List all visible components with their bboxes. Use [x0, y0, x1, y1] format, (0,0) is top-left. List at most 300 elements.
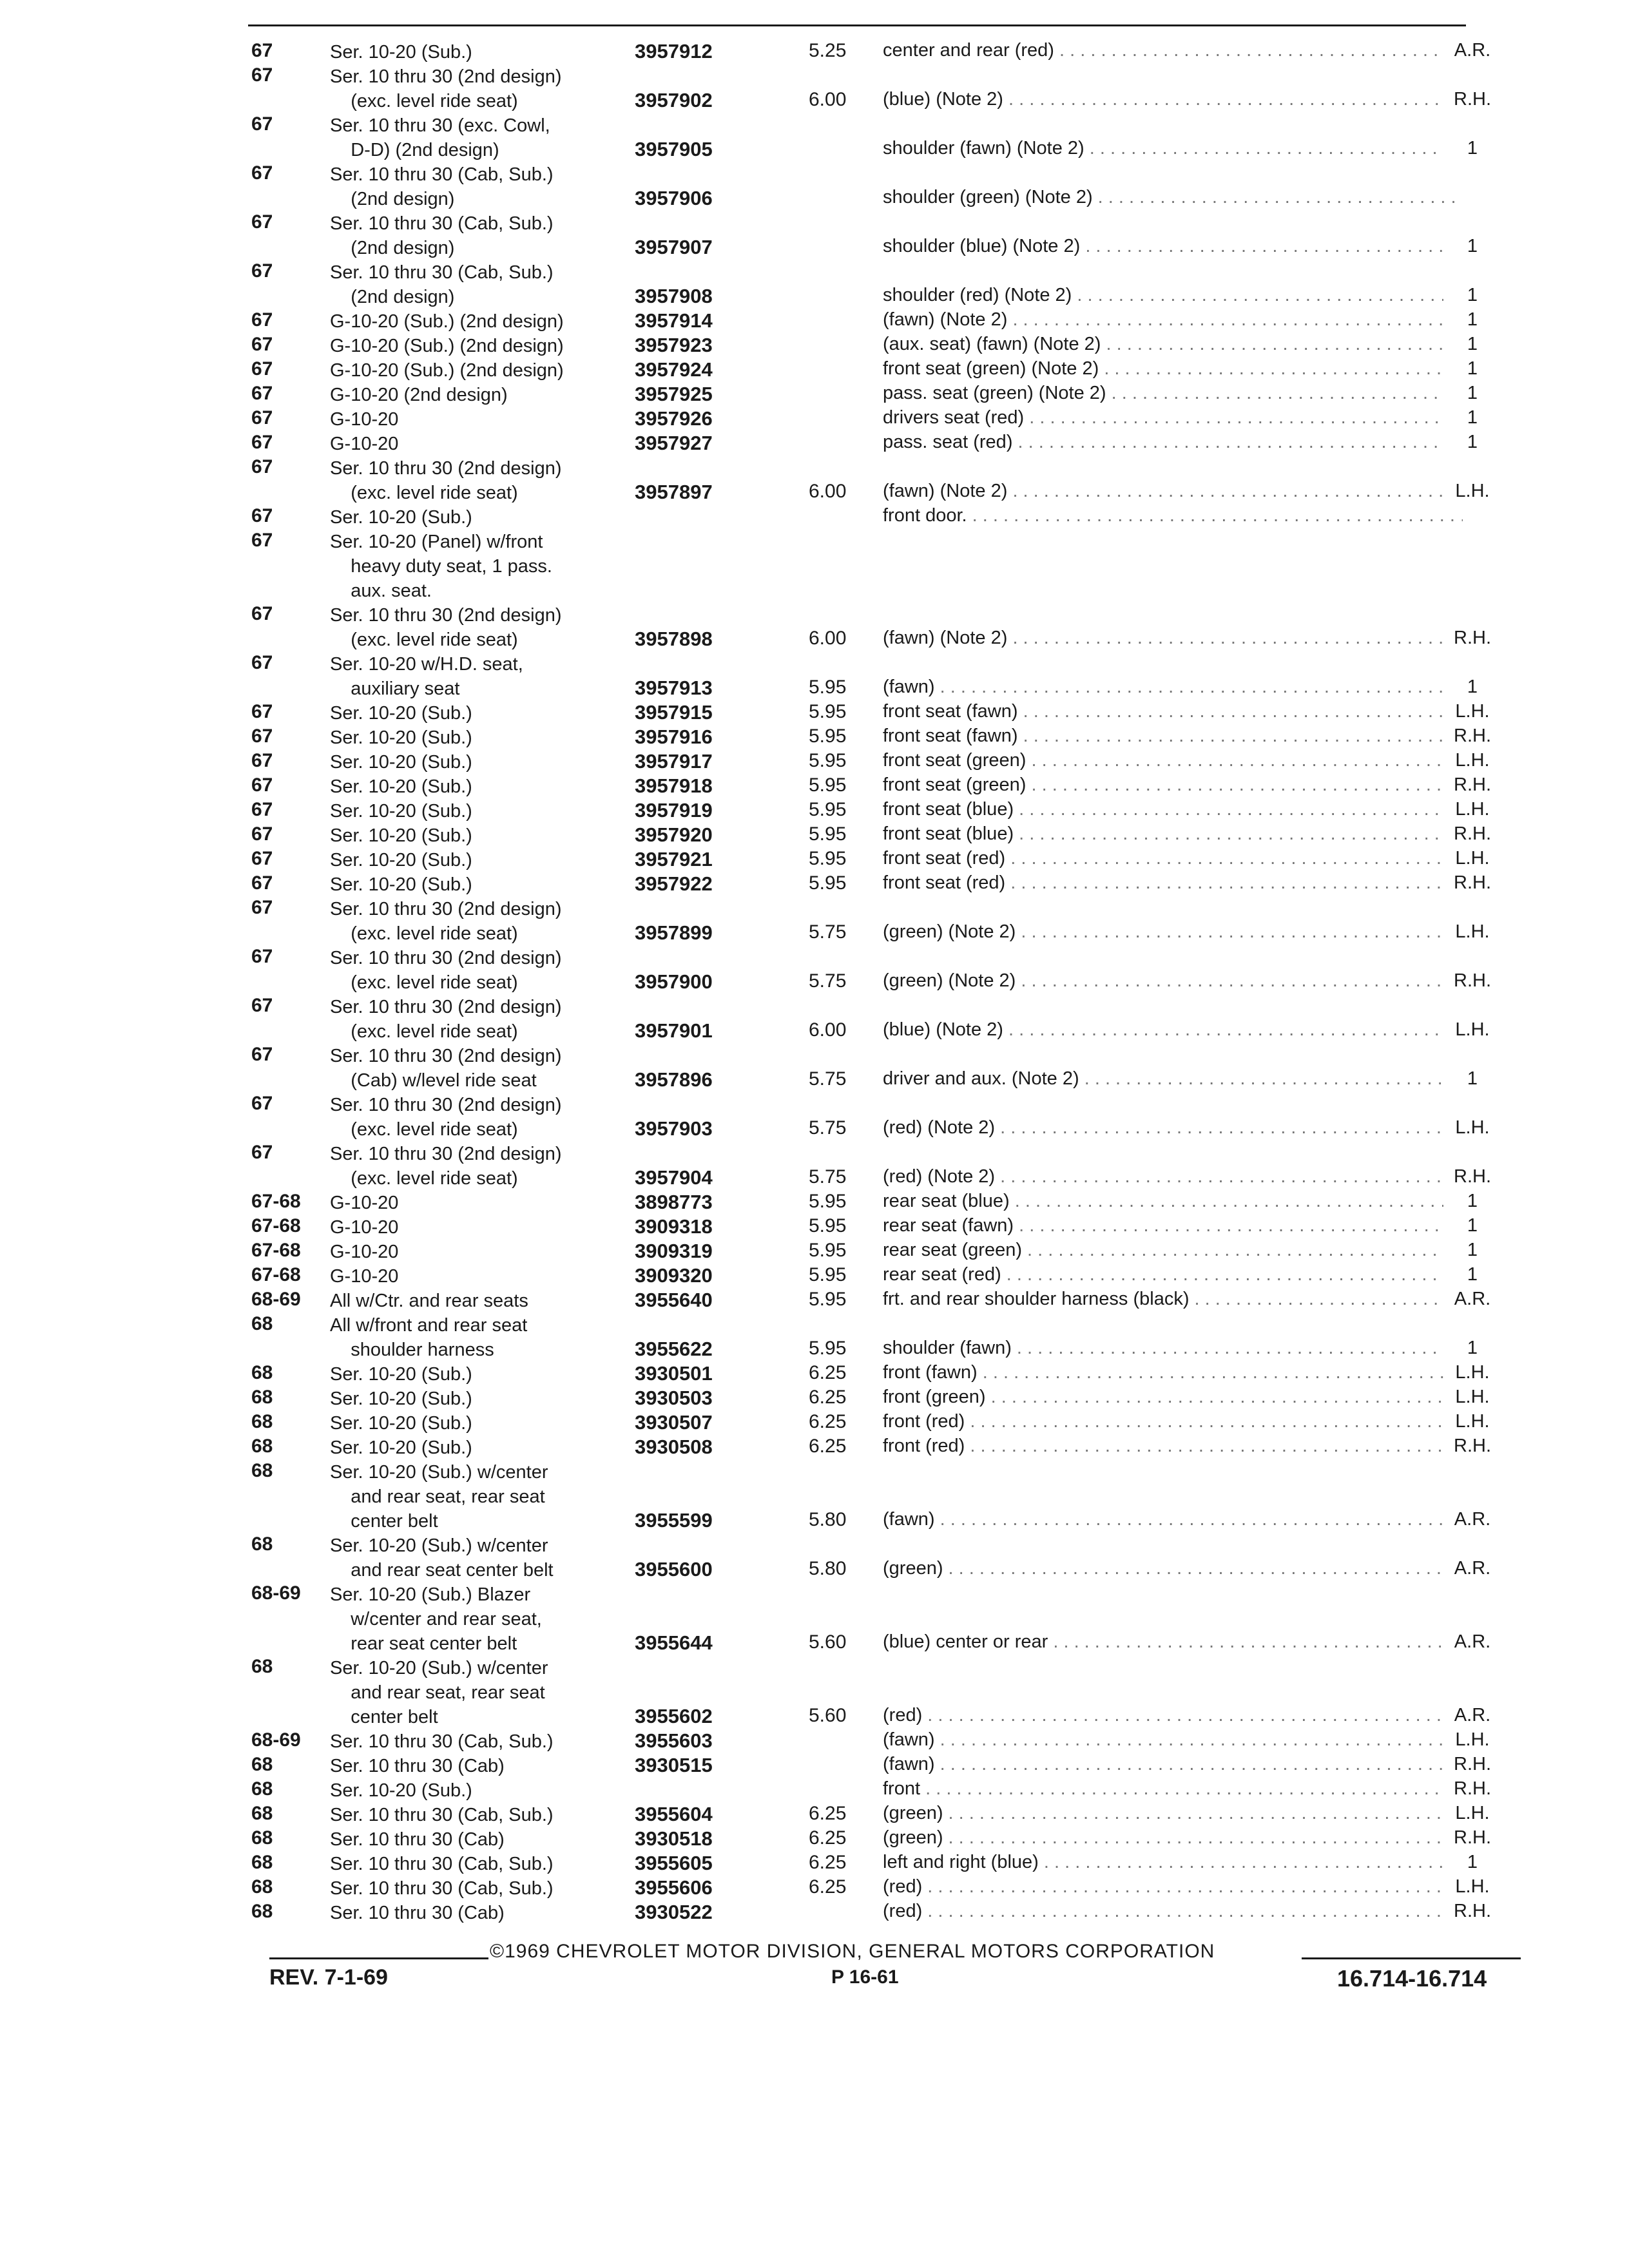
- list-price: 6.25: [809, 1362, 847, 1383]
- quantity: A.R.: [1443, 1705, 1501, 1726]
- model-description: G-10-20 (Sub.) (2nd design): [330, 360, 564, 381]
- part-number: 3957907: [635, 236, 713, 258]
- model-description: Ser. 10-20 (Sub.) w/center and rear seat center belt: [330, 1535, 554, 1581]
- model-description: Ser. 10-20 (Sub.): [330, 1437, 472, 1458]
- part-number: 3930515: [635, 1754, 713, 1776]
- item-description: front seat (blue) . . .: [883, 799, 1463, 820]
- table-row: [0, 1656, 1629, 1729]
- quantity: R.H.: [1443, 1166, 1501, 1187]
- model-description: Ser. 10-20 (Sub.): [330, 727, 472, 748]
- part-number: 3955640: [635, 1289, 713, 1311]
- revision-date: REV. 7-1-69: [269, 1965, 388, 1990]
- quantity: A.R.: [1443, 1289, 1501, 1310]
- model-year: 67: [251, 872, 273, 894]
- list-price: 6.25: [809, 1876, 847, 1898]
- model-description: Ser. 10-20 (Sub.): [330, 507, 472, 528]
- model-description: Ser. 10 thru 30 (Cab, Sub.) (2nd design): [330, 213, 554, 258]
- item-description: front seat (blue) . . .: [883, 823, 1463, 845]
- model-year: 67: [251, 603, 273, 624]
- model-year: 67: [251, 774, 273, 796]
- quantity: L.H.: [1443, 1729, 1501, 1751]
- part-number: 3957925: [635, 383, 713, 405]
- table-row: [0, 1729, 1629, 1754]
- quantity: 1: [1443, 309, 1501, 331]
- model-year: 67: [251, 652, 273, 673]
- table-row: [0, 750, 1629, 774]
- item-description: (green) (Note 2) . . .: [883, 921, 1463, 943]
- table-row: [0, 260, 1629, 309]
- model-year: 68: [251, 1411, 273, 1432]
- model-description: Ser. 10-20 (Sub.): [330, 752, 472, 773]
- model-description: Ser. 10-20 (Sub.): [330, 825, 472, 846]
- model-description: Ser. 10-20 w/H.D. seat, auxiliary seat: [330, 654, 523, 699]
- model-year: 67: [251, 334, 273, 355]
- list-price: 5.95: [809, 1191, 847, 1212]
- item-description: (blue) (Note 2) . . .: [883, 1019, 1463, 1041]
- model-year: 67-68: [251, 1215, 301, 1236]
- item-description: (aux. seat) (fawn) (Note 2) . . .: [883, 334, 1463, 355]
- item-description: shoulder (fawn) . . .: [883, 1338, 1463, 1359]
- table-row: [0, 1142, 1629, 1191]
- model-year: 67: [251, 505, 273, 526]
- part-number: 3930522: [635, 1901, 713, 1923]
- model-year: 67: [251, 799, 273, 820]
- part-number: 3957916: [635, 726, 713, 748]
- quantity: 1: [1443, 1338, 1501, 1359]
- part-number: 3957896: [635, 1068, 713, 1091]
- table-row: [0, 1240, 1629, 1264]
- list-price: 5.95: [809, 1215, 847, 1236]
- model-year: 67: [251, 309, 273, 331]
- section-range: 16.714-16.714: [1337, 1965, 1487, 1992]
- list-price: 5.95: [809, 701, 847, 722]
- table-row: [0, 1362, 1629, 1387]
- model-year: 68: [251, 1313, 273, 1334]
- model-description: Ser. 10 thru 30 (2nd design) (exc. level ride seat): [330, 1095, 562, 1140]
- model-description: G-10-20: [330, 1242, 399, 1262]
- list-price: 5.75: [809, 1068, 847, 1090]
- table-row: [0, 1044, 1629, 1093]
- model-description: All w/Ctr. and rear seats: [330, 1291, 528, 1311]
- quantity: L.H.: [1443, 1387, 1501, 1408]
- quantity: R.H.: [1443, 1778, 1501, 1800]
- table-row: [0, 1411, 1629, 1436]
- model-year: 67: [251, 701, 273, 722]
- quantity: R.H.: [1443, 970, 1501, 992]
- item-description: (red) . . .: [883, 1901, 1463, 1922]
- part-number: 3930507: [635, 1411, 713, 1434]
- quantity: 1: [1443, 432, 1501, 453]
- model-description: Ser. 10-20 (Sub.) w/center and rear seat, rear seat center belt: [330, 1658, 548, 1727]
- model-year: 68: [251, 1754, 273, 1775]
- model-description: Ser. 10 thru 30 (Cab): [330, 1756, 505, 1776]
- part-number: 3957921: [635, 848, 713, 870]
- table-row: [0, 726, 1629, 750]
- model-year: 68: [251, 1533, 273, 1555]
- model-description: Ser. 10-20 (Sub.): [330, 874, 472, 895]
- model-description: G-10-20 (Sub.) (2nd design): [330, 311, 564, 332]
- list-price: 5.95: [809, 823, 847, 845]
- model-description: Ser. 10-20 (Sub.): [330, 42, 472, 62]
- model-year: 67: [251, 1093, 273, 1114]
- item-description: shoulder (blue) (Note 2) . . .: [883, 236, 1463, 257]
- quantity: 1: [1443, 236, 1501, 257]
- item-description: rear seat (blue) . . .: [883, 1191, 1463, 1212]
- item-description: front seat (green) (Note 2) . . .: [883, 358, 1463, 380]
- table-row: [0, 1901, 1629, 1925]
- table-row: [0, 652, 1629, 701]
- quantity: 1: [1443, 677, 1501, 698]
- item-description: front door. . . .: [883, 505, 1463, 526]
- item-description: (blue) center or rear . . .: [883, 1631, 1463, 1653]
- quantity: L.H.: [1443, 1362, 1501, 1383]
- item-description: front seat (fawn) . . .: [883, 701, 1463, 722]
- model-year: 67: [251, 995, 273, 1016]
- table-row: [0, 848, 1629, 872]
- table-row: [0, 432, 1629, 456]
- list-price: 5.95: [809, 726, 847, 747]
- model-description: Ser. 10-20 (Sub.): [330, 1413, 472, 1434]
- table-row: [0, 334, 1629, 358]
- part-number: 3957901: [635, 1019, 713, 1042]
- quantity: R.H.: [1443, 1901, 1501, 1922]
- model-year: 67: [251, 383, 273, 404]
- model-description: Ser. 10 thru 30 (2nd design) (exc. level ride seat): [330, 605, 562, 650]
- model-description: Ser. 10 thru 30 (Cab, Sub.) (2nd design): [330, 262, 554, 307]
- item-description: front seat (red) . . .: [883, 872, 1463, 894]
- quantity: L.H.: [1443, 701, 1501, 722]
- item-description: shoulder (green) (Note 2) . . .: [883, 187, 1463, 208]
- list-price: 5.95: [809, 1240, 847, 1261]
- model-year: 68-69: [251, 1582, 301, 1604]
- quantity: R.H.: [1443, 872, 1501, 894]
- item-description: (red) . . .: [883, 1705, 1463, 1726]
- quantity: L.H.: [1443, 1411, 1501, 1432]
- quantity: 1: [1443, 383, 1501, 404]
- part-number: 3957914: [635, 309, 713, 332]
- list-price: 5.95: [809, 1264, 847, 1285]
- table-row: [0, 1582, 1629, 1656]
- model-year: 67: [251, 407, 273, 428]
- model-year: 68: [251, 1387, 273, 1408]
- model-description: Ser. 10 thru 30 (exc. Cowl, D-D) (2nd design): [330, 115, 550, 160]
- table-row: [0, 383, 1629, 407]
- model-year: 68: [251, 1803, 273, 1824]
- footer-rule-left: [269, 1957, 488, 1959]
- list-price: 6.25: [809, 1436, 847, 1457]
- part-number: 3930503: [635, 1387, 713, 1409]
- item-description: front . . .: [883, 1778, 1463, 1800]
- quantity: 1: [1443, 1240, 1501, 1261]
- part-number: 3957897: [635, 481, 713, 503]
- model-year: 67: [251, 211, 273, 233]
- model-description: Ser. 10 thru 30 (Cab): [330, 1829, 505, 1850]
- model-description: Ser. 10-20 (Sub.): [330, 703, 472, 724]
- part-number: 3957908: [635, 285, 713, 307]
- part-number: 3957926: [635, 407, 713, 430]
- model-description: G-10-20 (Sub.) (2nd design): [330, 336, 564, 356]
- quantity: 1: [1443, 1264, 1501, 1285]
- part-number: 3957904: [635, 1166, 713, 1189]
- model-year: 68: [251, 1362, 273, 1383]
- item-description: shoulder (fawn) (Note 2) . . .: [883, 138, 1463, 159]
- item-description: rear seat (red) . . .: [883, 1264, 1463, 1285]
- item-description: front seat (fawn) . . .: [883, 726, 1463, 747]
- model-year: 67: [251, 1142, 273, 1163]
- quantity: 1: [1443, 285, 1501, 306]
- table-row: [0, 1264, 1629, 1289]
- list-price: 6.25: [809, 1387, 847, 1408]
- quantity: 1: [1443, 1215, 1501, 1236]
- item-description: (fawn) (Note 2) . . .: [883, 481, 1463, 502]
- item-description: (fawn) . . .: [883, 1509, 1463, 1530]
- item-description: front seat (green) . . .: [883, 774, 1463, 796]
- part-number: 3957912: [635, 40, 713, 62]
- model-year: 67: [251, 260, 273, 282]
- item-description: (fawn) (Note 2) . . .: [883, 628, 1463, 649]
- table-row: [0, 1387, 1629, 1411]
- quantity: L.H.: [1443, 921, 1501, 943]
- quantity: A.R.: [1443, 1558, 1501, 1579]
- quantity: R.H.: [1443, 1436, 1501, 1457]
- list-price: 6.25: [809, 1411, 847, 1432]
- item-description: (blue) (Note 2) . . .: [883, 89, 1463, 110]
- list-price: 6.00: [809, 89, 847, 110]
- part-number: 3909320: [635, 1264, 713, 1287]
- part-number: 3955606: [635, 1876, 713, 1899]
- list-price: 6.25: [809, 1827, 847, 1849]
- table-row: [0, 701, 1629, 726]
- model-year: 68: [251, 1460, 273, 1481]
- model-description: Ser. 10 thru 30 (Cab, Sub.): [330, 1805, 554, 1825]
- quantity: L.H.: [1443, 481, 1501, 502]
- item-description: front (fawn) . . .: [883, 1362, 1463, 1383]
- model-year: 67: [251, 456, 273, 477]
- model-year: 68: [251, 1778, 273, 1800]
- item-description: driver and aux. (Note 2) . . .: [883, 1068, 1463, 1090]
- list-price: 5.75: [809, 921, 847, 943]
- item-description: front (red) . . .: [883, 1436, 1463, 1457]
- list-price: 6.00: [809, 481, 847, 502]
- model-year: 68: [251, 1827, 273, 1849]
- model-description: Ser. 10-20 (Sub.): [330, 1389, 472, 1409]
- model-year: 67: [251, 113, 273, 135]
- list-price: 6.00: [809, 1019, 847, 1041]
- part-number: 3930501: [635, 1362, 713, 1385]
- part-number: 3957915: [635, 701, 713, 724]
- list-price: 5.80: [809, 1558, 847, 1579]
- list-price: 5.95: [809, 774, 847, 796]
- quantity: L.H.: [1443, 848, 1501, 869]
- model-description: Ser. 10-20 (Sub.): [330, 1364, 472, 1385]
- table-row: [0, 1313, 1629, 1362]
- table-row: [0, 603, 1629, 652]
- model-year: 68: [251, 1656, 273, 1677]
- quantity: R.H.: [1443, 1827, 1501, 1849]
- item-description: left and right (blue) . . .: [883, 1852, 1463, 1873]
- part-number: 3955605: [635, 1852, 713, 1874]
- part-number: 3955600: [635, 1558, 713, 1581]
- quantity: R.H.: [1443, 774, 1501, 796]
- table-row: [0, 1827, 1629, 1852]
- model-description: All w/front and rear seat shoulder harness: [330, 1315, 528, 1360]
- item-description: drivers seat (red) . . .: [883, 407, 1463, 428]
- model-year: 68-69: [251, 1289, 301, 1310]
- quantity: 1: [1443, 138, 1501, 159]
- item-description: (red) . . .: [883, 1876, 1463, 1898]
- table-row: [0, 358, 1629, 383]
- item-description: front (red) . . .: [883, 1411, 1463, 1432]
- table-row: [0, 1436, 1629, 1460]
- item-description: (green) . . .: [883, 1827, 1463, 1849]
- table-row: [0, 1289, 1629, 1313]
- table-row: [0, 897, 1629, 946]
- table-row: [0, 995, 1629, 1044]
- model-description: Ser. 10 thru 30 (2nd design) (Cab) w/level ride seat: [330, 1046, 562, 1091]
- model-description: Ser. 10 thru 30 (Cab, Sub.) (2nd design): [330, 164, 554, 209]
- model-description: Ser. 10-20 (Sub.): [330, 1780, 472, 1801]
- table-row: [0, 774, 1629, 799]
- model-year: 67: [251, 848, 273, 869]
- table-row: [0, 1215, 1629, 1240]
- quantity: R.H.: [1443, 628, 1501, 649]
- list-price: 5.95: [809, 750, 847, 771]
- table-row: [0, 1754, 1629, 1778]
- model-description: Ser. 10 thru 30 (Cab, Sub.): [330, 1731, 554, 1752]
- table-row: [0, 1778, 1629, 1803]
- table-row: [0, 1533, 1629, 1582]
- item-description: (fawn) . . .: [883, 677, 1463, 698]
- item-description: pass. seat (red) . . .: [883, 432, 1463, 453]
- part-number: 3930508: [635, 1436, 713, 1458]
- part-number: 3957903: [635, 1117, 713, 1140]
- table-row: [0, 407, 1629, 432]
- model-description: Ser. 10 thru 30 (Cab, Sub.): [330, 1878, 554, 1899]
- part-number: 3955603: [635, 1729, 713, 1752]
- model-description: Ser. 10-20 (Sub.) Blazer w/center and rear seat, rear seat center belt: [330, 1584, 542, 1654]
- part-number: 3957923: [635, 334, 713, 356]
- item-description: rear seat (green) . . .: [883, 1240, 1463, 1261]
- model-description: Ser. 10-20 (Sub.): [330, 850, 472, 870]
- top-rule: [248, 24, 1466, 26]
- quantity: L.H.: [1443, 1117, 1501, 1139]
- model-description: Ser. 10 thru 30 (Cab, Sub.): [330, 1854, 554, 1874]
- table-row: [0, 40, 1629, 64]
- part-number: 3957898: [635, 628, 713, 650]
- model-description: Ser. 10 thru 30 (Cab): [330, 1903, 505, 1923]
- list-price: 5.95: [809, 799, 847, 820]
- list-price: 5.95: [809, 872, 847, 894]
- footer-rule-right: [1302, 1957, 1521, 1959]
- list-price: 5.95: [809, 677, 847, 698]
- quantity: 1: [1443, 358, 1501, 380]
- model-year: 67: [251, 946, 273, 967]
- model-description: G-10-20: [330, 434, 399, 454]
- part-number: 3955604: [635, 1803, 713, 1825]
- item-description: center and rear (red) . . .: [883, 40, 1463, 61]
- part-number: 3898773: [635, 1191, 713, 1213]
- quantity: L.H.: [1443, 1803, 1501, 1824]
- model-description: G-10-20 (2nd design): [330, 385, 508, 405]
- model-year: 67: [251, 432, 273, 453]
- table-row: [0, 946, 1629, 995]
- list-price: 5.75: [809, 970, 847, 992]
- part-number: 3955644: [635, 1631, 713, 1654]
- list-price: 5.80: [809, 1509, 847, 1530]
- part-number: 3957913: [635, 677, 713, 699]
- model-year: 68-69: [251, 1729, 301, 1751]
- list-price: 5.60: [809, 1631, 847, 1653]
- part-number: 3955602: [635, 1705, 713, 1727]
- part-number: 3957920: [635, 823, 713, 846]
- model-year: 68: [251, 1901, 273, 1922]
- model-description: Ser. 10 thru 30 (2nd design) (exc. level ride seat): [330, 948, 562, 993]
- part-number: 3957924: [635, 358, 713, 381]
- list-price: 5.95: [809, 1289, 847, 1310]
- item-description: front (green) . . .: [883, 1387, 1463, 1408]
- list-price: 5.60: [809, 1705, 847, 1726]
- quantity: R.H.: [1443, 89, 1501, 110]
- quantity: 1: [1443, 1068, 1501, 1090]
- item-description: pass. seat (green) (Note 2) . . .: [883, 383, 1463, 404]
- table-row: [0, 162, 1629, 211]
- table-row: [0, 823, 1629, 848]
- quantity: A.R.: [1443, 40, 1501, 61]
- quantity: L.H.: [1443, 1019, 1501, 1041]
- quantity: A.R.: [1443, 1631, 1501, 1653]
- part-number: 3955599: [635, 1509, 713, 1532]
- quantity: R.H.: [1443, 1754, 1501, 1775]
- item-description: (fawn) . . .: [883, 1754, 1463, 1775]
- list-price: 5.75: [809, 1166, 847, 1187]
- model-year: 67-68: [251, 1191, 301, 1212]
- part-number: 3957900: [635, 970, 713, 993]
- list-price: 6.25: [809, 1852, 847, 1873]
- model-year: 67: [251, 1044, 273, 1065]
- quantity: L.H.: [1443, 750, 1501, 771]
- quantity: R.H.: [1443, 726, 1501, 747]
- model-year: 68: [251, 1436, 273, 1457]
- model-description: Ser. 10-20 (Sub.): [330, 776, 472, 797]
- table-row: [0, 64, 1629, 113]
- quantity: 1: [1443, 1852, 1501, 1873]
- list-price: 5.95: [809, 1338, 847, 1359]
- item-description: (red) (Note 2) . . .: [883, 1166, 1463, 1187]
- model-year: 67: [251, 897, 273, 918]
- model-description: G-10-20: [330, 409, 399, 430]
- part-number: 3957917: [635, 750, 713, 773]
- table-row: [0, 113, 1629, 162]
- model-year: 67: [251, 726, 273, 747]
- table-row: [0, 456, 1629, 505]
- table-row: [0, 1803, 1629, 1827]
- model-description: Ser. 10-20 (Panel) w/front heavy duty seat, 1 pass. aux. seat.: [330, 532, 552, 601]
- list-price: 6.00: [809, 628, 847, 649]
- part-number: 3957902: [635, 89, 713, 111]
- model-year: 68: [251, 1852, 273, 1873]
- table-row: [0, 872, 1629, 897]
- item-description: front seat (red) . . .: [883, 848, 1463, 869]
- model-description: Ser. 10 thru 30 (2nd design) (exc. level ride seat): [330, 66, 562, 111]
- item-description: (red) (Note 2) . . .: [883, 1117, 1463, 1139]
- model-description: G-10-20: [330, 1266, 399, 1287]
- item-description: frt. and rear shoulder harness (black) . . .: [883, 1289, 1463, 1310]
- quantity: L.H.: [1443, 799, 1501, 820]
- model-description: Ser. 10 thru 30 (2nd design) (exc. level ride seat): [330, 1144, 562, 1189]
- page-number: P 16-61: [831, 1966, 899, 1988]
- part-number: 3955622: [635, 1338, 713, 1360]
- quantity: L.H.: [1443, 1876, 1501, 1898]
